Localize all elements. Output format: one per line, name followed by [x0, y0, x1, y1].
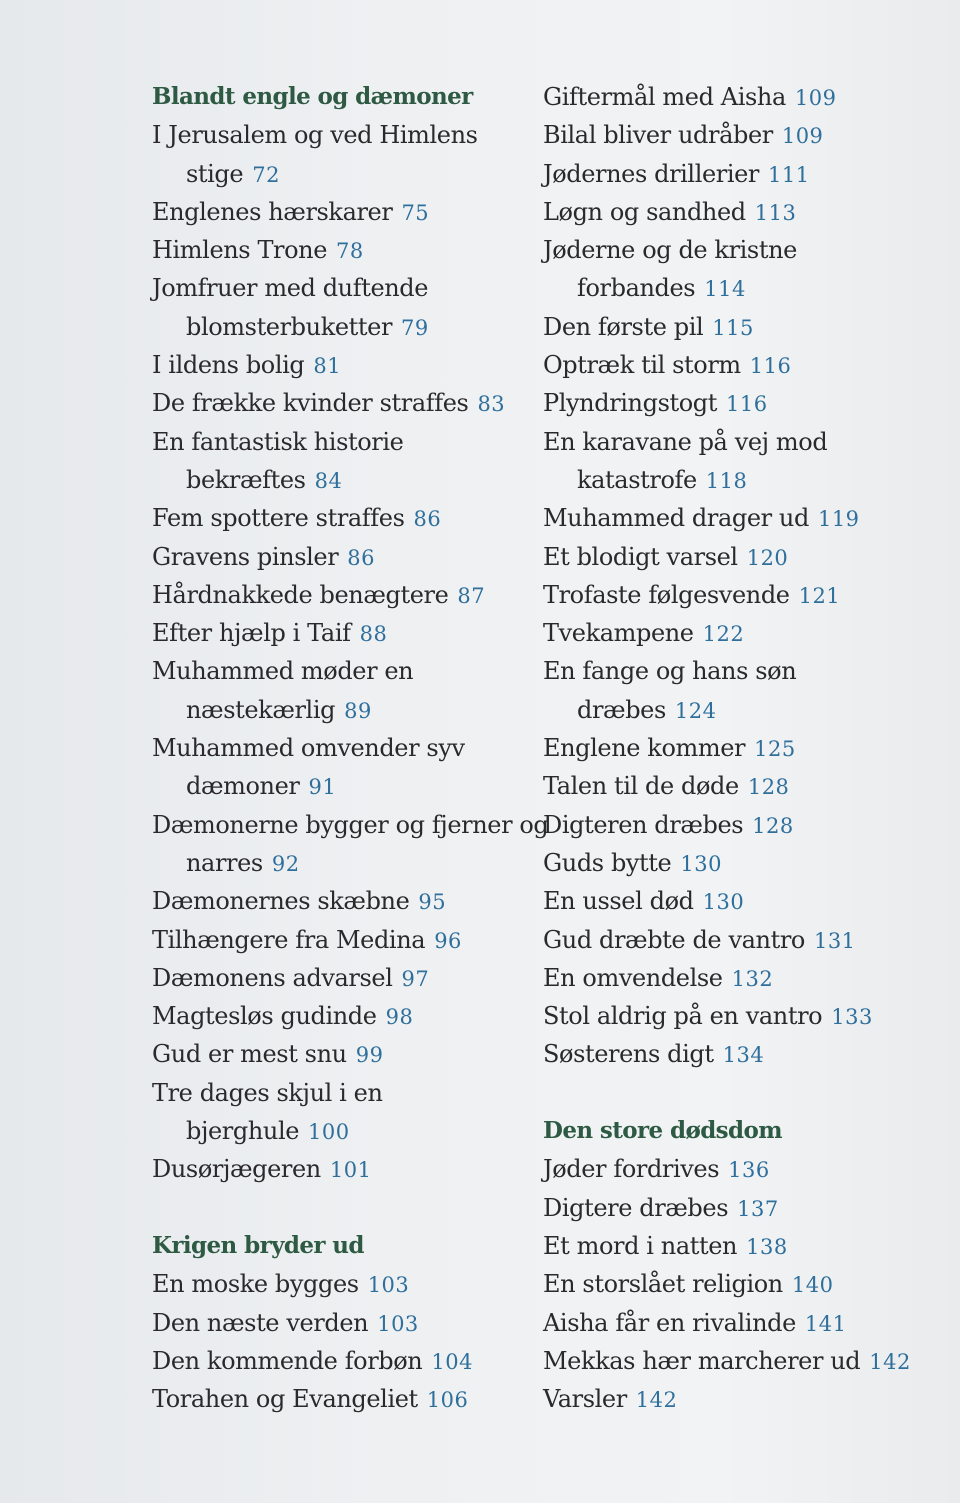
- toc-entry: [152, 538, 542, 576]
- toc-entry: [152, 269, 542, 307]
- toc-page-number: 125: [754, 737, 796, 762]
- toc-entry: [152, 1304, 542, 1342]
- toc-page-number: 86: [413, 507, 442, 532]
- toc-page-number: 96: [434, 928, 462, 953]
- toc-entry: [152, 997, 542, 1035]
- toc-entry-title: Plyndringstogt: [543, 389, 717, 418]
- toc-page-number: 100: [308, 1120, 350, 1145]
- toc-entry-title: Muhammed møder en: [152, 657, 414, 686]
- toc-entry: [543, 614, 933, 652]
- toc-entry: [152, 384, 542, 422]
- toc-page-number: 72: [252, 162, 280, 187]
- toc-page-number: 83: [477, 392, 506, 417]
- toc-entry-title: Den næste verden: [152, 1308, 369, 1337]
- toc-entry: [543, 576, 933, 614]
- toc-page-number: 116: [726, 392, 768, 417]
- toc-entry: [543, 767, 933, 805]
- toc-entry: [543, 1189, 933, 1227]
- toc-page-number: 132: [731, 966, 774, 991]
- toc-page-number: 89: [344, 698, 372, 723]
- toc-entry-title: Dæmonerne bygger og fjerner og: [152, 810, 549, 839]
- toc-entry-title: stige: [186, 159, 244, 188]
- toc-page-number: 138: [746, 1234, 788, 1259]
- toc-page-number: 133: [831, 1005, 873, 1030]
- toc-entry: [543, 308, 933, 346]
- toc-entry: [543, 652, 933, 690]
- toc-entry-title: Englenes hærskarer: [152, 197, 393, 226]
- toc-page-number: 114: [704, 277, 746, 302]
- toc-page-number: 95: [418, 890, 447, 915]
- toc-entry-continuation: [152, 155, 542, 193]
- toc-entry-title: Muhammed omvender syv: [152, 734, 465, 763]
- toc-page-number: 137: [737, 1196, 779, 1221]
- toc-page-number: 130: [702, 890, 745, 915]
- toc-entry-title: Varsler: [543, 1385, 627, 1414]
- toc-page-number: 136: [728, 1158, 770, 1183]
- toc-entry-title: En storslået religion: [543, 1270, 783, 1299]
- toc-entry: [152, 806, 549, 844]
- toc-entry-title: dæmoner: [186, 772, 300, 801]
- toc-entry-title: narres: [186, 848, 263, 877]
- toc-entry: [152, 652, 542, 690]
- toc-page-number: 97: [401, 966, 430, 991]
- toc-page-number: 109: [781, 124, 824, 149]
- toc-entry: [152, 1035, 542, 1073]
- toc-entry-continuation: [543, 461, 933, 499]
- toc-entry-title: Jomfruer med duftende: [152, 274, 429, 303]
- toc-page-number: 84: [314, 468, 343, 493]
- toc-entry: [152, 423, 542, 461]
- toc-entry: [543, 959, 933, 997]
- toc-page-number: 115: [712, 315, 754, 340]
- toc-page-number: 120: [746, 545, 789, 570]
- toc-entry-continuation: [152, 691, 542, 729]
- toc-page-number: 131: [813, 928, 856, 953]
- toc-entry-title: blomsterbuketter: [186, 312, 393, 341]
- toc-entry-continuation: [152, 767, 542, 805]
- toc-page-number: 118: [705, 468, 748, 493]
- toc-entry: [152, 1074, 542, 1112]
- toc-entry-title: Dusørjægeren: [152, 1155, 321, 1184]
- toc-entry-title: katastrofe: [577, 465, 697, 494]
- toc-entry-title: Mekkas hær marcherer ud: [543, 1346, 861, 1375]
- toc-entry-title: En omvendelse: [543, 963, 723, 992]
- toc-entry-title: Englene kommer: [543, 734, 746, 763]
- toc-page-number: 116: [749, 354, 792, 379]
- toc-page-number: 81: [313, 354, 342, 379]
- toc-entry-title: En fantastisk historie: [152, 427, 404, 456]
- toc-page-number: 99: [355, 1043, 384, 1068]
- section-gap: [543, 1074, 933, 1112]
- toc-entry-title: Muhammed drager ud: [543, 504, 809, 533]
- toc-entry-title: Tvekampene: [543, 619, 694, 648]
- toc-entry-title: Gud dræbte de vantro: [543, 925, 805, 954]
- toc-entry: [543, 806, 933, 844]
- toc-page-number: 140: [791, 1273, 834, 1298]
- toc-entry-title: forbandes: [577, 274, 696, 303]
- toc-page-number: 79: [401, 315, 429, 340]
- toc-page-number: 86: [347, 545, 376, 570]
- section-heading: Blandt engle og dæmoner: [152, 83, 473, 110]
- toc-entry: [152, 193, 542, 231]
- toc-entry-title: Et mord i natten: [543, 1231, 738, 1260]
- toc-entry: [152, 1380, 542, 1418]
- toc-entry: [543, 499, 933, 537]
- toc-entry-title: Jødernes drillerier: [543, 159, 760, 188]
- toc-entry: [152, 116, 542, 154]
- toc-page-number: 103: [367, 1273, 410, 1298]
- toc-entry-title: Digtere dræbes: [543, 1193, 729, 1222]
- toc-entry-title: Tre dages skjul i en: [152, 1078, 383, 1107]
- toc-entry-title: Guds bytte: [543, 848, 672, 877]
- toc-entry-title: dræbes: [577, 695, 666, 724]
- toc-entry: [152, 346, 542, 384]
- toc-entry-title: Aisha får en rivalinde: [543, 1308, 796, 1337]
- toc-entry: [152, 959, 542, 997]
- toc-entry: [152, 614, 542, 652]
- toc-entry-continuation: [152, 461, 542, 499]
- toc-entry-title: næstekærlig: [186, 695, 336, 724]
- toc-page-number: 106: [426, 1388, 469, 1413]
- toc-entry-title: Løgn og sandhed: [543, 197, 746, 226]
- toc-entry-title: bjerghule: [186, 1117, 300, 1146]
- toc-entry: [543, 231, 933, 269]
- toc-entry: [152, 576, 542, 614]
- toc-entry: [152, 1150, 542, 1188]
- toc-entry: [152, 1342, 542, 1380]
- toc-entry-title: Den første pil: [543, 312, 704, 341]
- toc-page-number: 91: [308, 775, 337, 800]
- toc-entry-title: Gud er mest snu: [152, 1040, 347, 1069]
- toc-entry-title: Jøderne og de kristne: [543, 236, 797, 265]
- toc-entry-title: bekræftes: [186, 465, 306, 494]
- toc-entry-continuation: [152, 308, 542, 346]
- toc-entry: [152, 231, 542, 269]
- toc-entry-title: Trofaste følgesvende: [543, 580, 790, 609]
- toc-entry-title: Hårdnakkede benægtere: [152, 580, 449, 609]
- toc-entry: [543, 882, 933, 920]
- toc-entry-title: Den kommende forbøn: [152, 1346, 423, 1375]
- toc-entry: [543, 1150, 933, 1188]
- toc-page-number: 142: [635, 1388, 678, 1413]
- toc-entry-title: De frække kvinder straffes: [152, 389, 469, 418]
- toc-entry: [543, 997, 933, 1035]
- toc-entry: [543, 384, 933, 422]
- toc-entry-title: Dæmonens advarsel: [152, 963, 393, 992]
- toc-page-number: 122: [702, 622, 745, 647]
- toc-entry-title: Et blodigt varsel: [543, 542, 738, 571]
- toc-entry-title: Bilal bliver udråber: [543, 121, 773, 150]
- toc-page-number: 119: [817, 507, 860, 532]
- toc-page-number: 109: [794, 86, 837, 110]
- toc-entry: [543, 116, 933, 154]
- toc-entry: [543, 155, 933, 193]
- toc-page-number: 121: [798, 583, 841, 608]
- toc-entry: [543, 729, 933, 767]
- toc-entry-title: Optræk til storm: [543, 351, 741, 380]
- toc-entry: [543, 346, 933, 384]
- toc-page-number: 130: [680, 851, 722, 876]
- toc-page-number: 134: [722, 1043, 765, 1068]
- toc-entry-title: Giftermål med Aisha: [543, 83, 786, 111]
- toc-page-number: 128: [747, 775, 790, 800]
- toc-page-number: 87: [457, 583, 486, 608]
- toc-entry: [152, 1265, 542, 1303]
- toc-entry: [152, 499, 542, 537]
- toc-entry: [543, 78, 933, 116]
- toc-entry-title: En ussel død: [543, 887, 694, 916]
- toc-entry: [543, 844, 933, 882]
- toc-left-column: [152, 78, 549, 1418]
- toc-entry: [152, 882, 542, 920]
- toc-entry: [543, 1035, 933, 1073]
- toc-page-number: 111: [768, 162, 810, 187]
- toc-entry-title: I ildens bolig: [152, 351, 305, 380]
- toc-right-column: [543, 78, 933, 1418]
- toc-entry-title: Gravens pinsler: [152, 542, 339, 571]
- toc-page-number: 113: [754, 200, 797, 225]
- toc-entry-title: Digteren dræbes: [543, 810, 744, 839]
- toc-entry: [543, 921, 933, 959]
- toc-page-number: 103: [377, 1311, 419, 1336]
- toc-page-number: 141: [804, 1311, 847, 1336]
- toc-entry: [543, 1304, 933, 1342]
- toc-entry-title: Himlens Trone: [152, 236, 328, 265]
- toc-entry: [543, 1380, 933, 1418]
- toc-entry: [543, 1342, 933, 1380]
- toc-page-number: 128: [752, 813, 794, 838]
- toc-page-number: 142: [869, 1349, 911, 1374]
- toc-page-number: 101: [329, 1158, 372, 1183]
- toc-entry: [543, 1227, 933, 1265]
- toc-entry-title: Søsterens digt: [543, 1040, 714, 1069]
- toc-entry-continuation: [152, 844, 542, 882]
- toc-entry-title: I Jerusalem og ved Himlens: [152, 121, 478, 150]
- toc-entry-title: Dæmonernes skæbne: [152, 887, 410, 916]
- toc-entry-title: Jøder fordrives: [543, 1155, 720, 1184]
- toc-entry: [543, 193, 933, 231]
- toc-page-number: 98: [385, 1005, 414, 1030]
- section-heading: Krigen bryder ud: [152, 1231, 364, 1259]
- toc-entry-title: Torahen og Evangeliet: [152, 1385, 418, 1414]
- toc-entry-title: En karavane på vej mod: [543, 427, 828, 456]
- toc-entry-continuation: [543, 269, 933, 307]
- toc-entry: [152, 729, 542, 767]
- toc-entry: [543, 423, 933, 461]
- toc-page-number: 75: [401, 200, 430, 225]
- toc-entry-continuation: [543, 691, 933, 729]
- toc-entry-title: En fange og hans søn: [543, 657, 797, 686]
- section-heading: Den store dødsdom: [543, 1117, 782, 1145]
- toc-entry-title: Fem spottere straffes: [152, 504, 405, 533]
- toc-entry-continuation: [152, 1112, 542, 1150]
- toc-entry-title: Stol aldrig på en vantro: [543, 1002, 823, 1031]
- toc-page-number: 124: [674, 698, 717, 723]
- toc-page-number: 78: [336, 239, 364, 264]
- toc-page-number: 88: [359, 622, 388, 647]
- toc-entry: [152, 921, 542, 959]
- toc-entry: [543, 538, 933, 576]
- toc-page-number: 104: [431, 1349, 473, 1374]
- toc-entry: [543, 1265, 933, 1303]
- toc-entry-title: Magtesløs gudinde: [152, 1002, 377, 1031]
- toc-page-number: 92: [271, 851, 300, 876]
- toc-entry-title: Efter hjælp i Taif: [152, 619, 351, 648]
- toc-entry-title: En moske bygges: [152, 1270, 359, 1299]
- toc-entry-title: Tilhængere fra Medina: [152, 925, 426, 954]
- section-gap: [152, 1189, 542, 1227]
- toc-entry-title: Talen til de døde: [543, 772, 739, 801]
